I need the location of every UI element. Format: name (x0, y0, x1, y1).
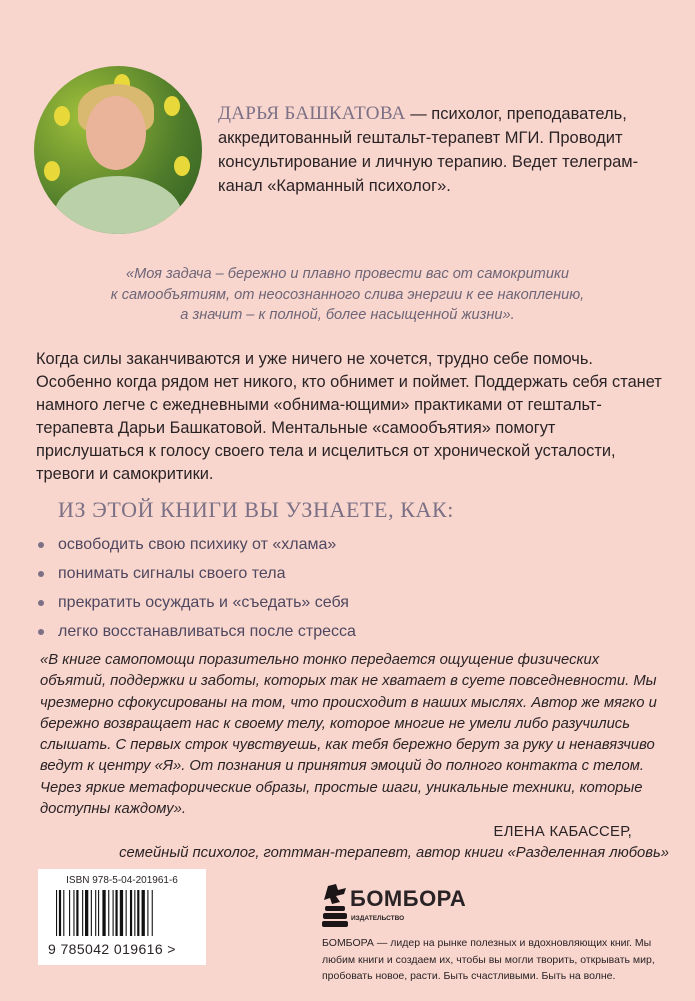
review-text: «В книге самопомощи поразительно тонко передается ощущение физических объятий, поддержки и заботы, которых так не хватает в суете повседневности. Мы чрезмерно сфокусированы на том, что происходит в наших мыслях. Автор же мягко и бережно возвращает нас к своему телу, которое многие не умели либо разучились слышать. С первых строк чувствуешь, как тебя бережно берут за руку и ненавязчиво ведут к центру «Я». От познания и принятия эмоций до полного контакта с телом. Через яркие метафорические образы, простые шаги, уникальные техники, которые доступны каждому». (40, 652, 657, 818)
barcode-bar (115, 890, 117, 936)
quote-line: «Моя задача – бережно и плавно провести вас от самокритики (126, 266, 569, 282)
barcode-box (38, 869, 206, 965)
barcode-bar (56, 890, 57, 936)
author-name: ДАРЬЯ БАШКАТОВА (218, 103, 406, 124)
barcode-bar (82, 890, 83, 936)
author-photo (34, 66, 202, 234)
barcode-bar (147, 890, 148, 936)
barcode-bar (120, 890, 123, 936)
isbn: ISBN 978-5-04-201961-6 (66, 875, 178, 886)
quote-line: к самообъятиям, от неосознанного слива энергии к ее накоплению, (110, 286, 585, 303)
barcode-bar (63, 890, 64, 936)
list-item-text: освободить свою психику от «хлама» (58, 536, 337, 553)
barcode-bar (59, 890, 61, 936)
barcode-bar (85, 890, 88, 936)
bullet-icon (38, 629, 44, 635)
quote-line: а значит – к полной, более насыщенной жизни». (180, 307, 515, 323)
bullet-icon (38, 600, 44, 606)
author-bio (218, 102, 668, 198)
barcode-icon (56, 890, 188, 936)
bullet-icon (38, 542, 44, 548)
learn-list (38, 530, 666, 646)
barcode-bar (95, 890, 96, 936)
barcode-bar (98, 890, 99, 936)
publisher-text: БОМБОРА — лидер на рынке полезных и вдохновляющих книг. Мы любим книги и создаем их, чтобы вы могли творить, открывать мир, пробовать новое, расти. Быть счастливыми. Быть на волне. (322, 937, 655, 982)
barcode-bar (73, 890, 74, 936)
author-quote (40, 264, 655, 326)
list-item-text: прекратить осуждать и «съедать» себя (58, 594, 349, 611)
publisher-logo (322, 882, 467, 933)
barcode-bar (142, 890, 145, 936)
review-author-role: семейный психолог, готтман-терапевт, автор книги «Разделенная любовь» (119, 845, 669, 862)
barcode-bar (134, 890, 135, 936)
list-item-text: легко восстанавливаться после стресса (58, 623, 356, 640)
list-item (38, 617, 666, 646)
author-bio-text: — психолог, преподаватель, аккредитованный гештальт-терапевт МГИ. Проводит консультирование и личную терапию. Ведет телеграм-канал «Карманный психолог». (218, 105, 639, 195)
barcode-bar (152, 890, 153, 936)
book-description: Когда силы заканчиваются и уже ничего не хочется, трудно себе помочь. Особенно когда рядом нет никого, кто обнимет и поймет. Поддержать себя станет намного легче с ежедневными «обнима-ющими» практиками от гештальт-терапевта Дарьи Башкатовой. Ментальные «самообъятия» помогут прислушаться к голосу своего тела и исцелиться от хронической усталости, тревоги и самокритики. (36, 350, 662, 483)
list-item-text: понимать сигналы своего тела (58, 565, 286, 582)
barcode-bar (91, 890, 92, 936)
barcode-bar (108, 890, 109, 936)
barcode-bar (130, 890, 132, 936)
list-item (38, 530, 666, 559)
barcode-number: 9 785042 019616 > (48, 941, 176, 957)
bullet-icon (38, 571, 44, 577)
publisher-name: БОМБОРА (350, 886, 467, 911)
list-item (38, 559, 666, 588)
bombora-logo-icon (322, 882, 348, 928)
barcode-bar (69, 890, 70, 936)
learn-heading: ИЗ ЭТОЙ КНИГИ ВЫ УЗНАЕТЕ, КАК: (58, 497, 455, 522)
barcode-bar (102, 890, 105, 936)
publisher-subtitle: ИЗДАТЕЛЬСТВО (351, 915, 405, 922)
barcode-bar (76, 890, 78, 936)
barcode-bar (126, 890, 127, 936)
main-column (36, 348, 669, 864)
barcode-bar (137, 890, 139, 936)
barcode-bar (113, 890, 114, 936)
review-author: ЕЛЕНА КАБАССЕР, (493, 824, 632, 841)
list-item (38, 588, 666, 617)
